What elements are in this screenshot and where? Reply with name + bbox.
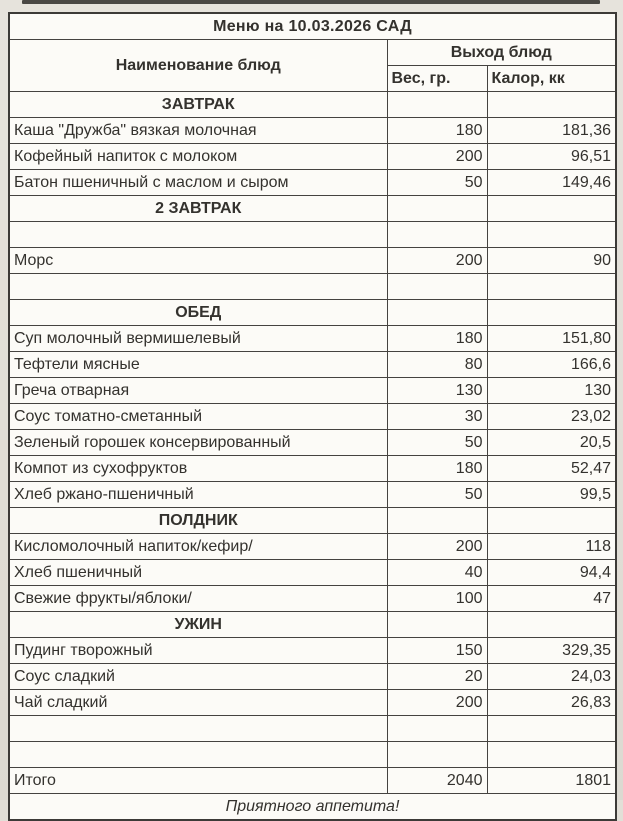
kcal-cell: 52,47 [487, 456, 616, 482]
table-row-section [9, 92, 616, 118]
dish-name-cell: Свежие фрукты/яблоки/ [9, 586, 387, 612]
table-row-footer [9, 794, 616, 821]
column-header-kcal: Калор, кк [487, 66, 616, 92]
scan-edge-artifact [22, 0, 600, 4]
kcal-cell: 166,6 [487, 352, 616, 378]
table-row-item [9, 326, 616, 352]
table-row-item [9, 430, 616, 456]
dish-name-cell: Суп молочный вермишелевый [9, 326, 387, 352]
weight-cell: 50 [387, 482, 487, 508]
dish-name-cell: Зеленый горошек консервированный [9, 430, 387, 456]
table-row-item [9, 690, 616, 716]
empty-cell [9, 222, 387, 248]
weight-cell: 40 [387, 560, 487, 586]
table-row-section [9, 196, 616, 222]
dish-name-cell: Пудинг творожный [9, 638, 387, 664]
dish-name-cell: Кофейный напиток с молоком [9, 144, 387, 170]
table-row-item [9, 664, 616, 690]
kcal-cell: 24,03 [487, 664, 616, 690]
weight-cell: 80 [387, 352, 487, 378]
table-row-item [9, 352, 616, 378]
dish-name-cell: Соус сладкий [9, 664, 387, 690]
kcal-cell [487, 196, 616, 222]
kcal-cell: 26,83 [487, 690, 616, 716]
kcal-cell: 47 [487, 586, 616, 612]
weight-cell: 130 [387, 378, 487, 404]
header-row-1 [9, 40, 616, 66]
meal-section-label: УЖИН [9, 612, 387, 638]
table-row-section [9, 612, 616, 638]
total-label: Итого [9, 768, 387, 794]
empty-cell [387, 274, 487, 300]
weight-cell [387, 508, 487, 534]
kcal-cell: 94,4 [487, 560, 616, 586]
empty-cell [387, 716, 487, 742]
empty-cell [487, 222, 616, 248]
title-row [9, 13, 616, 40]
table-row-item [9, 534, 616, 560]
page-title: Меню на 10.03.2026 САД [9, 13, 616, 40]
kcal-cell: 99,5 [487, 482, 616, 508]
dish-name-cell: Греча отварная [9, 378, 387, 404]
kcal-cell: 20,5 [487, 430, 616, 456]
kcal-cell [487, 92, 616, 118]
weight-cell: 30 [387, 404, 487, 430]
table-row-item [9, 638, 616, 664]
table-row-item [9, 170, 616, 196]
dish-name-cell: Кисломолочный напиток/кефир/ [9, 534, 387, 560]
meal-section-label: ПОЛДНИК [9, 508, 387, 534]
table-row-empty [9, 742, 616, 768]
kcal-cell [487, 612, 616, 638]
empty-cell [9, 274, 387, 300]
empty-cell [9, 742, 387, 768]
table-row-item [9, 378, 616, 404]
column-header-weight: Вес, гр. [387, 66, 487, 92]
weight-cell: 200 [387, 534, 487, 560]
kcal-cell: 23,02 [487, 404, 616, 430]
dish-name-cell: Морс [9, 248, 387, 274]
weight-cell: 200 [387, 690, 487, 716]
table-row-item [9, 144, 616, 170]
meal-section-label: ЗАВТРАК [9, 92, 387, 118]
dish-name-cell: Батон пшеничный с маслом и сыром [9, 170, 387, 196]
kcal-cell: 96,51 [487, 144, 616, 170]
table-row-empty [9, 222, 616, 248]
weight-cell: 200 [387, 144, 487, 170]
weight-cell: 200 [387, 248, 487, 274]
kcal-cell [487, 300, 616, 326]
meal-section-label: ОБЕД [9, 300, 387, 326]
table-row-item [9, 560, 616, 586]
weight-cell: 50 [387, 170, 487, 196]
table-row-empty [9, 274, 616, 300]
dish-name-cell: Соус томатно-сметанный [9, 404, 387, 430]
table-row-item [9, 456, 616, 482]
dish-name-cell: Тефтели мясные [9, 352, 387, 378]
menu-rows-body [9, 92, 616, 821]
empty-cell [487, 274, 616, 300]
table-row-item [9, 118, 616, 144]
table-row-section [9, 300, 616, 326]
empty-cell [487, 742, 616, 768]
empty-cell [387, 742, 487, 768]
kcal-cell: 329,35 [487, 638, 616, 664]
weight-cell [387, 612, 487, 638]
weight-cell: 100 [387, 586, 487, 612]
empty-cell [487, 716, 616, 742]
weight-cell [387, 92, 487, 118]
table-row-item [9, 586, 616, 612]
kcal-cell: 118 [487, 534, 616, 560]
table-row-total [9, 768, 616, 794]
kcal-cell: 149,46 [487, 170, 616, 196]
empty-cell [9, 716, 387, 742]
weight-cell: 180 [387, 326, 487, 352]
kcal-cell: 151,80 [487, 326, 616, 352]
kcal-cell [487, 508, 616, 534]
column-group-header-output: Выход блюд [387, 40, 616, 66]
meal-section-label: 2 ЗАВТРАК [9, 196, 387, 222]
dish-name-cell: Каша "Дружба" вязкая молочная [9, 118, 387, 144]
table-row-empty [9, 716, 616, 742]
weight-cell: 50 [387, 430, 487, 456]
empty-cell [387, 222, 487, 248]
table-row-item [9, 404, 616, 430]
weight-cell [387, 300, 487, 326]
column-header-dish-name: Наименование блюд [9, 40, 387, 92]
weight-cell: 2040 [387, 768, 487, 794]
kcal-cell: 90 [487, 248, 616, 274]
weight-cell: 150 [387, 638, 487, 664]
table-row-item [9, 482, 616, 508]
kcal-cell: 130 [487, 378, 616, 404]
footer-message: Приятного аппетита! [9, 794, 616, 821]
kcal-cell: 181,36 [487, 118, 616, 144]
weight-cell: 180 [387, 456, 487, 482]
menu-table [8, 12, 617, 821]
dish-name-cell: Компот из сухофруктов [9, 456, 387, 482]
kcal-cell: 1801 [487, 768, 616, 794]
weight-cell [387, 196, 487, 222]
dish-name-cell: Хлеб пшеничный [9, 560, 387, 586]
dish-name-cell: Хлеб ржано-пшеничный [9, 482, 387, 508]
table-row-item [9, 248, 616, 274]
weight-cell: 20 [387, 664, 487, 690]
dish-name-cell: Чай сладкий [9, 690, 387, 716]
table-row-section [9, 508, 616, 534]
weight-cell: 180 [387, 118, 487, 144]
